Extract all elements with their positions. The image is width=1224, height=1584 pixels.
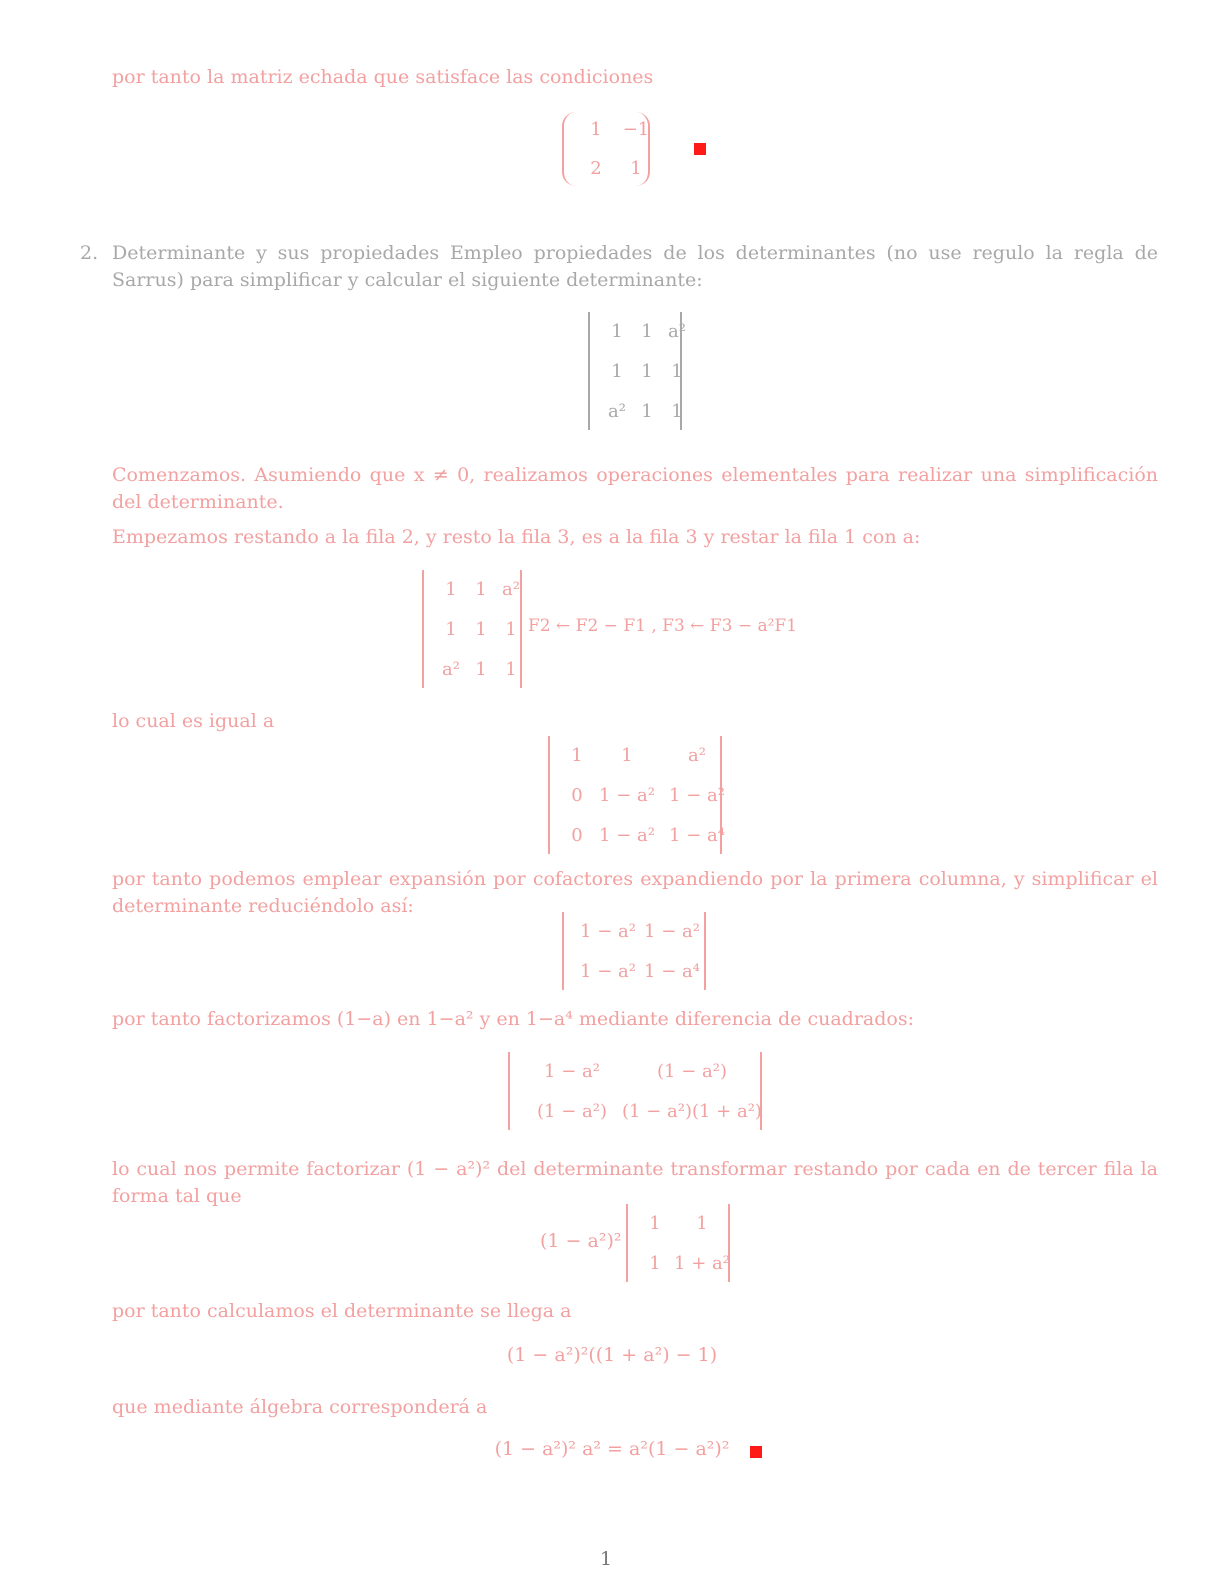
- factor-paragraph: por tanto factorizamos (1−a) en 1−a² y en 1−a⁴ mediante diferencia de cuadrados:: [112, 1008, 914, 1030]
- matrix-entry: 1: [505, 658, 517, 680]
- matrix-entry: 0: [571, 824, 583, 846]
- factor-paragraph-2: lo cual nos permite factorizar (1 − a²)² del determinante transformar restando por cada en de tercer fila la forma tal que: [112, 1158, 1158, 1207]
- solution-paragraph: Comenzamos. Asumiendo que x ≠ 0, realizamos operaciones elementales para realizar una simplificación del determinante.: [112, 464, 1158, 513]
- expansion-paragraph: por tanto podemos emplear expansión por cofactores expandiendo por la primera columna, y simplificar el determinante reduciéndolo así:: [112, 868, 1158, 917]
- matrix-entry: 1 − a²: [580, 920, 636, 942]
- matrix-entry: 1 + a²: [674, 1252, 730, 1274]
- qed-square-icon: [750, 1446, 762, 1458]
- matrix-entry: (1 − a²): [657, 1060, 727, 1082]
- qed-square-icon: [694, 143, 706, 155]
- matrix-entry: 1 − a²: [599, 824, 655, 846]
- matrix-entry: (1 − a²): [537, 1100, 607, 1122]
- matrix-entry: −1: [622, 119, 650, 140]
- matrix-entry: 1: [571, 744, 583, 766]
- matrix-entry: 1: [445, 578, 457, 600]
- matrix-entry: 1 − a²: [580, 960, 636, 982]
- matrix-entry: 1 − a²: [644, 920, 700, 942]
- page-number: 1: [600, 1548, 613, 1570]
- problem-number: 2.: [80, 242, 99, 264]
- matrix-entry: 1 − a⁴: [644, 960, 700, 982]
- problem-statement: Determinante y sus propiedades Empleo propiedades de los determinantes (no use regulo la regla de Sarrus) para simplificar y calcular el siguiente determinante:: [112, 242, 1158, 291]
- matrix-entry: 1: [671, 400, 683, 422]
- equation-text: (1 − a²)² a² = a²(1 − a²)²: [494, 1438, 730, 1460]
- matrix-entry: 1: [649, 1252, 661, 1274]
- compute-paragraph: por tanto calculamos el determinante se llega a: [112, 1300, 572, 1322]
- matrix-entry: 1: [590, 119, 602, 140]
- matrix-entry: a²: [688, 744, 706, 766]
- matrix-entry: 1 − a²: [544, 1060, 600, 1082]
- matrix-entry: 1: [621, 744, 633, 766]
- matrix-entry: 1: [641, 400, 653, 422]
- matrix-entry: 2: [590, 158, 602, 179]
- matrix-entry: 1: [611, 360, 623, 382]
- problem-determinant: [588, 312, 686, 430]
- minor-determinant: [562, 912, 706, 990]
- matrix-entry: 0: [571, 784, 583, 806]
- matrix-entry: 1: [649, 1212, 661, 1234]
- matrix-entry: a²: [442, 658, 460, 680]
- matrix-entry: 1 − a⁴: [669, 824, 725, 846]
- matrix-entry: a²: [502, 578, 520, 600]
- result-matrix: [562, 112, 650, 186]
- matrix-entry: 1: [671, 360, 683, 382]
- final-paragraph: que mediante álgebra corresponderá a: [112, 1396, 488, 1418]
- matrix-entry: 1 − a²: [599, 784, 655, 806]
- matrix-entry: 1: [641, 360, 653, 382]
- matrix-entry: 1 − a²: [669, 784, 725, 806]
- matrix-entry: 1: [475, 618, 487, 640]
- matrix-entry: (1 − a²)(1 + a²): [622, 1100, 762, 1122]
- matrix-entry: 1: [505, 618, 517, 640]
- determinant-with-operations: [422, 570, 522, 688]
- matrix-entry: a²: [608, 400, 626, 422]
- reduced-determinant: [548, 736, 725, 854]
- matrix-entry: 1: [445, 618, 457, 640]
- solution-paragraph: Empezamos restando a la fila 2, y resto la fila 3, es a la fila 3 y restar la fila 1 con a:: [112, 526, 921, 548]
- matrix-entry: 1: [696, 1212, 708, 1234]
- result-paragraph: lo cual es igual a: [112, 710, 275, 732]
- matrix-entry: 1: [641, 320, 653, 342]
- row-operations: F2 ← F2 − F1 , F3 ← F3 − a²F1: [528, 616, 798, 636]
- factored-determinant: [508, 1052, 762, 1130]
- equation-text: (1 − a²)²((1 + a²) − 1): [506, 1344, 718, 1366]
- final-equation: [0, 1438, 1224, 1460]
- determinant-factor: (1 − a²)²: [540, 1230, 622, 1252]
- matrix-entry: 1: [630, 158, 642, 179]
- matrix-entry: a²: [668, 320, 686, 342]
- matrix-entry: 1: [475, 578, 487, 600]
- intermediate-equation: [0, 1344, 1224, 1366]
- simplified-determinant: [626, 1204, 730, 1282]
- matrix-entry: 1: [475, 658, 487, 680]
- intro-paragraph: por tanto la matriz echada que satisface las condiciones: [112, 66, 654, 88]
- matrix-entry: 1: [611, 320, 623, 342]
